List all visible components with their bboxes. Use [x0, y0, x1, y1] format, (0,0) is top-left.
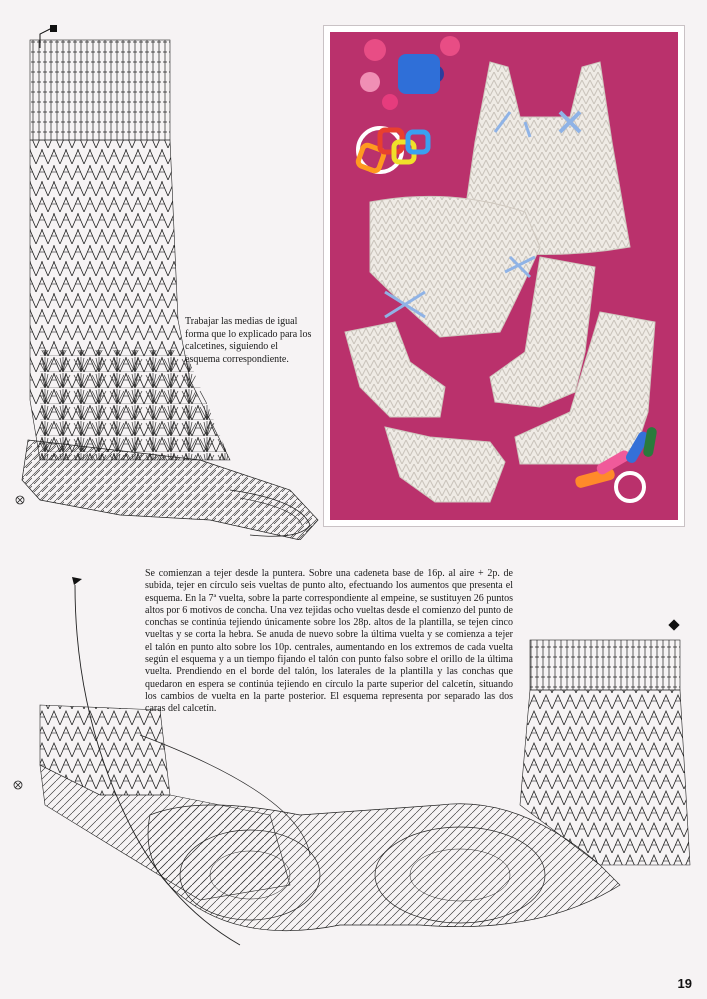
stocking-chart	[0, 20, 330, 540]
sock-instructions: Se comienzan a tejer desde la puntera. Sobre una cadeneta base de 16p. al aire + 2p. de subida, tejer en círculo seis vueltas de punto alto, efectuando los aumentos que presenta el esquema. En la 7ª vuelta, sobre la parte correspondiente al empeine, se sustituyen 26 puntos altos por 6 motivos de concha. Una vez tejidas ocho vueltas desde el comienzo del punto de conchas se continúa tejiendo únicamente sobre los 28p. altos de la plantilla, se tejen cinco vueltas y se corta la hebra. Se anuda de nuevo sobre la última vuelta y se comienza a tejer el talón en punto alto sobre los 10p. centrales, aumentando en los extremos de cada vuelta según el esquema y a un tiempo fijando el talón con punto falso sobre el orillo de la última vuelta. Prendiendo en el borde del talón, los laterales de la plantilla y las conchas que quedaron en espera se continúa tejiendo en círculo la parte superior del calcetín, situando los cambios de vuelta en la parte posterior. El esquema representa por separado las dos caras del calcetín.	[145, 568, 513, 715]
photo-frame	[323, 25, 685, 527]
stocking-caption: Trabajar las medias de igual forma que lo explicado para los calcetines, siguiendo el esquema correspondiente.	[185, 316, 312, 365]
page-number: 19	[677, 976, 692, 991]
end-marker-icon	[668, 619, 679, 630]
arrow-icon	[72, 577, 82, 585]
baby-set-photo	[330, 32, 678, 520]
